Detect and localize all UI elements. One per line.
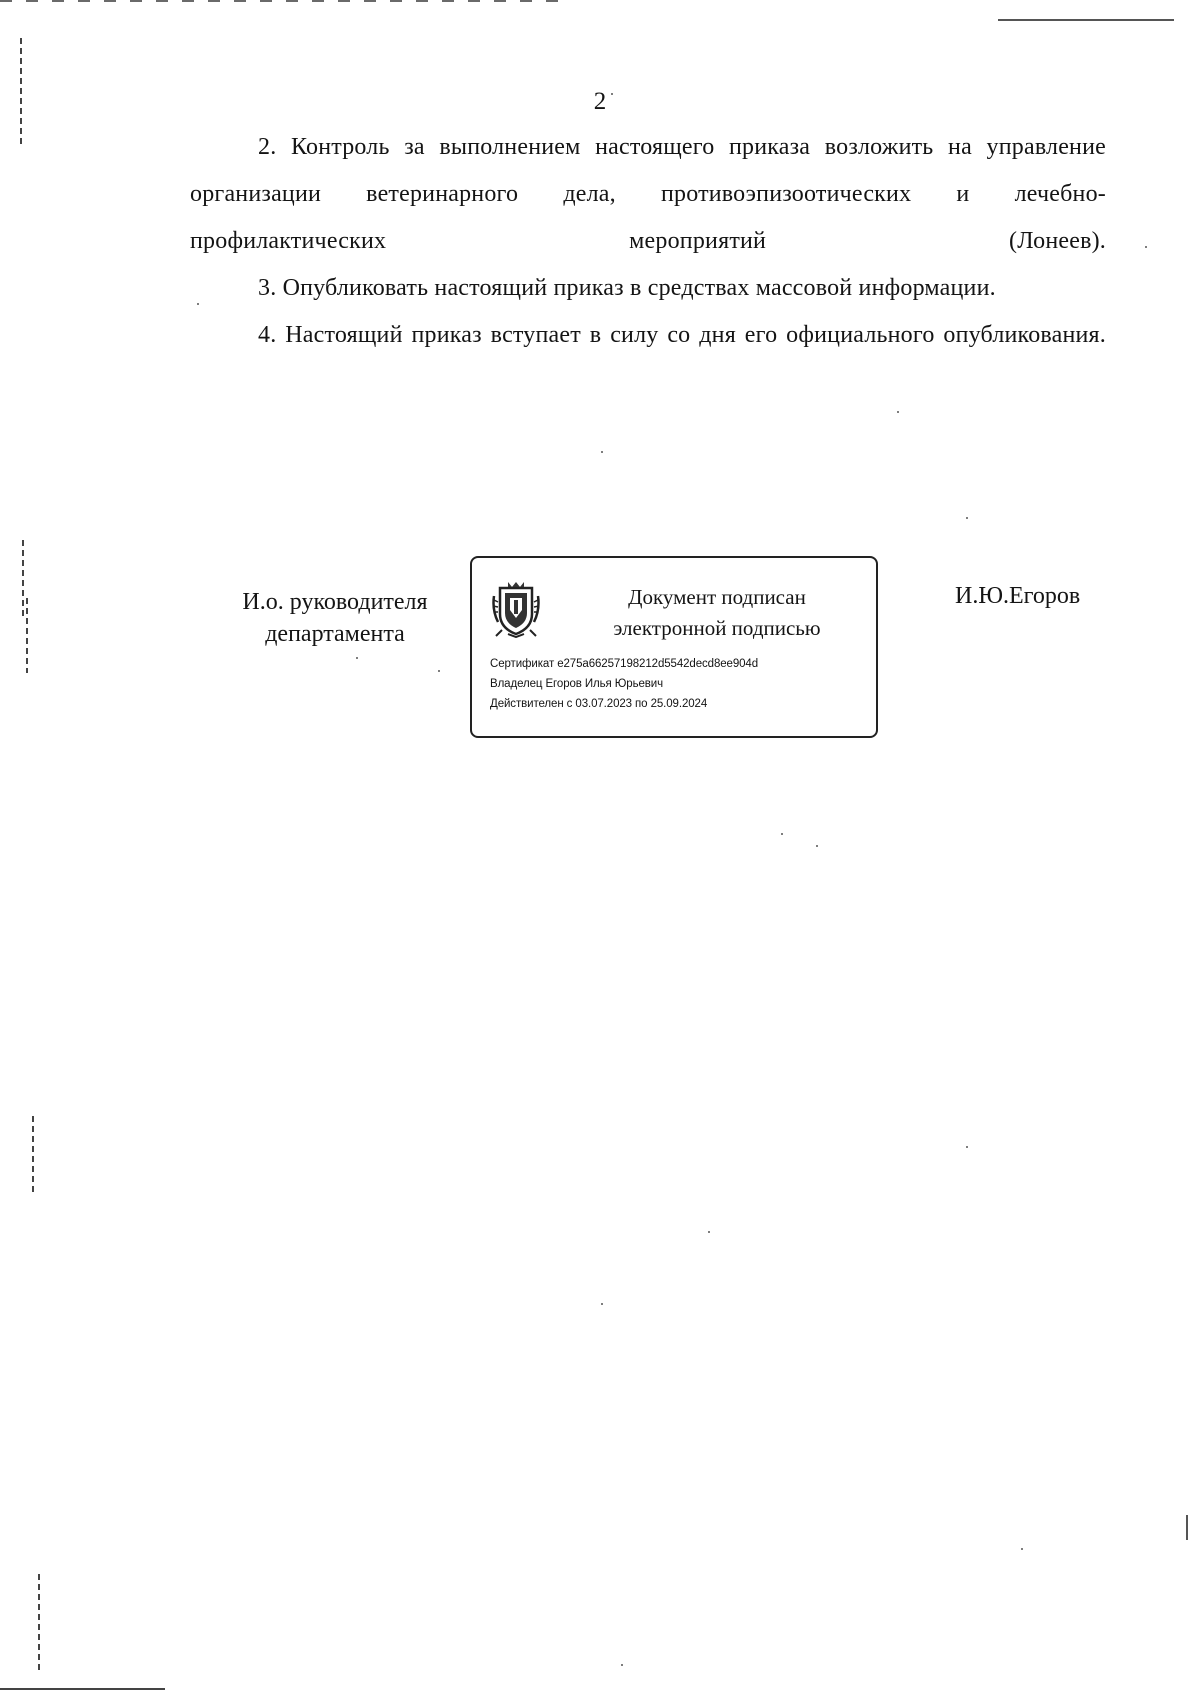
scan-speck — [621, 1664, 623, 1666]
scan-speck — [708, 1231, 710, 1233]
signatory-title — [210, 586, 460, 650]
scan-speck — [781, 833, 783, 835]
paragraph: 2. Контроль за выполнением настоящего приказа возложить на управление организации ветеринарного дела, противоэпизоотических и лечебно-профилактических мероприятий (Лонеев). — [190, 134, 1106, 254]
scan-edge-mark — [20, 38, 22, 146]
coat-of-arms-icon — [490, 580, 542, 638]
certificate-details — [490, 654, 758, 714]
scan-speck — [1021, 1548, 1023, 1550]
scan-edge-mark — [26, 598, 28, 673]
signatory-name: И.Ю.Егоров — [955, 583, 1081, 609]
scan-speck — [966, 1146, 968, 1148]
scan-edge-line — [0, 1688, 165, 1690]
scan-edge-mark — [1186, 1515, 1188, 1540]
scan-speck — [816, 845, 818, 847]
stamp-heading-line: Документ подписан — [628, 585, 806, 609]
scan-speck — [1145, 246, 1147, 248]
scan-speck — [601, 1303, 603, 1305]
electronic-signature-stamp — [470, 556, 878, 738]
page-number: 2 — [593, 88, 607, 115]
stamp-heading-line: электронной подписью — [613, 616, 821, 640]
scan-speck — [966, 517, 968, 519]
certificate-validity: Действителен с 03.07.2023 по 25.09.2024 — [490, 698, 708, 710]
scan-dashed-line — [0, 0, 565, 2]
order-clause-3 — [190, 265, 1106, 312]
signatory-title-line: И.о. руководителя — [242, 589, 428, 615]
scan-speck — [438, 670, 440, 672]
certificate-owner: Владелец Егоров Илья Юрьевич — [490, 678, 664, 690]
order-clause-2 — [190, 124, 1106, 265]
signatory-title-line: департамента — [265, 621, 405, 647]
scan-edge-mark — [38, 1574, 40, 1674]
scan-edge-mark — [32, 1116, 34, 1196]
paragraph: 4. Настоящий приказ вступает в силу со дня его официального опубликования. — [258, 322, 1106, 348]
scan-speck — [356, 657, 358, 659]
stamp-heading — [582, 582, 852, 644]
paragraph: 3. Опубликовать настоящий приказ в средствах массовой информации. — [258, 275, 996, 301]
scan-edge-mark — [22, 540, 24, 620]
certificate-id: Сертификат e275a66257198212d5542decd8ee904d — [490, 658, 759, 670]
scan-edge-line — [998, 19, 1174, 21]
scan-speck — [601, 451, 603, 453]
scan-speck — [897, 411, 899, 413]
order-clause-4 — [190, 312, 1106, 359]
